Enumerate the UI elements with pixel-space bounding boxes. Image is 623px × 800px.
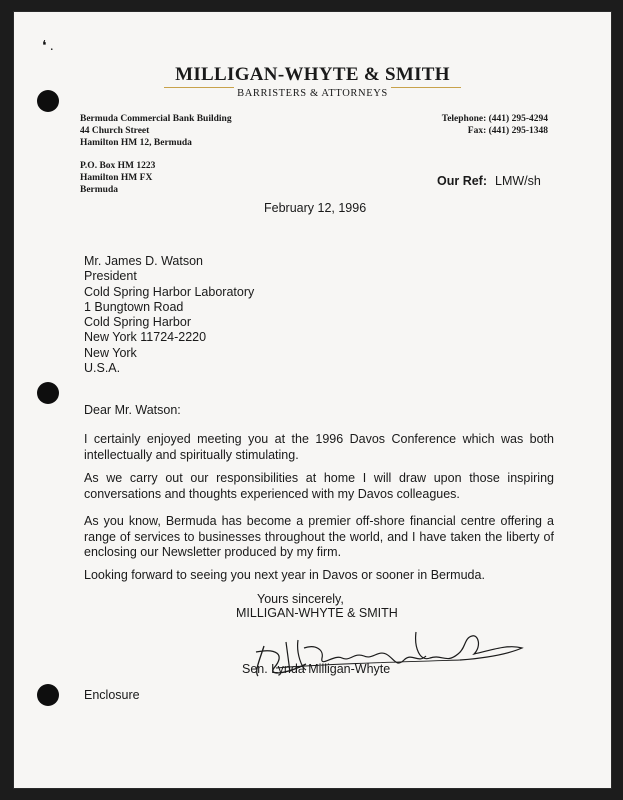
address-line: Hamilton HM 12, Bermuda xyxy=(80,138,192,148)
punch-hole-middle xyxy=(37,382,59,404)
recipient-line: Cold Spring Harbor xyxy=(84,315,191,330)
recipient-line: New York xyxy=(84,345,137,360)
recipient-line: Mr. James D. Watson xyxy=(84,254,204,268)
letter-page xyxy=(14,12,611,788)
recipient-line: President xyxy=(84,269,137,284)
recipient-line: U.S.A. xyxy=(84,361,121,376)
recipient-address xyxy=(84,254,254,376)
signatory-name: Sen. Lynda Milligan-Whyte xyxy=(242,662,391,676)
paragraph-2: As we carry out our responsibilities at home I will draw upon those inspiring conversations and thoughts experienced with my Davos colleagues. xyxy=(84,471,554,501)
office-address xyxy=(80,113,232,149)
po-line: Bermuda xyxy=(80,185,118,195)
po-line: Hamilton HM FX xyxy=(80,173,153,183)
paragraph-3: As you know, Bermuda has become a premier off-shore financial centre offering a range of services to businesses throughout the world, and I have taken the liberty of enclosing our Newsletter produced by my firm. xyxy=(84,514,554,559)
paragraph-4: Looking forward to seeing you next year in Davos or sooner in Bermuda. xyxy=(84,568,485,582)
salutation: Dear Mr. Watson: xyxy=(84,403,181,417)
punch-hole-bottom xyxy=(37,684,59,706)
ref-value: LMW/sh xyxy=(495,174,541,188)
fax: Fax: (441) 295-1348 xyxy=(467,126,548,136)
firm-subtitle: BARRISTERS & ATTORNEYS xyxy=(237,88,388,99)
address-line: Bermuda Commercial Bank Building xyxy=(80,114,232,124)
our-ref xyxy=(437,174,541,188)
recipient-line: New York 11724-2220 xyxy=(84,330,207,345)
enclosure-note: Enclosure xyxy=(84,688,140,702)
valediction: Yours sincerely, xyxy=(257,592,344,606)
firm-name: MILLIGAN-WHYTE & SMITH xyxy=(175,64,450,85)
po-box-address xyxy=(80,160,155,196)
recipient-line: 1 Bungtown Road xyxy=(84,299,184,314)
ref-label: Our Ref: xyxy=(437,174,487,188)
paragraph-1: I certainly enjoyed meeting you at the 1996 Davos Conference which was both intellectually and spiritually stimulating. xyxy=(84,432,554,462)
closing-firm: MILLIGAN-WHYTE & SMITH xyxy=(236,606,398,620)
margin-mark: ❛ . xyxy=(42,39,54,54)
letter-date: February 12, 1996 xyxy=(264,201,367,215)
contact-numbers xyxy=(442,113,548,137)
recipient-line: Cold Spring Harbor Laboratory xyxy=(84,284,255,299)
telephone: Telephone: (441) 295-4294 xyxy=(441,114,548,124)
address-line: 44 Church Street xyxy=(80,126,150,136)
po-line: P.O. Box HM 1223 xyxy=(80,161,156,171)
